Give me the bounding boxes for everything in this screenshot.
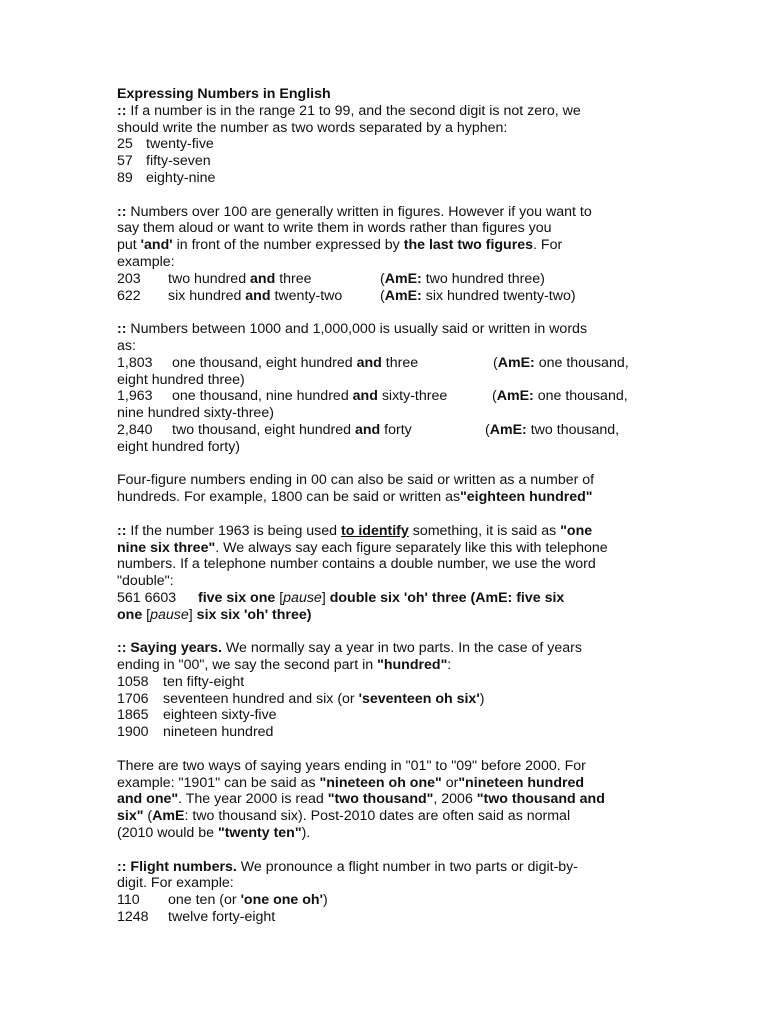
document-body: [117, 86, 662, 926]
example-row: 622 six hundred and twenty-two (AmE: six hundred twenty-two): [117, 287, 576, 304]
year-row: 1865 eighteen sixty-five: [117, 707, 277, 724]
section-marker: ::: [117, 858, 127, 875]
s6-line-1: :: Saying years. We normally say a year in two parts. In the case of years: [117, 640, 583, 657]
section-heading: Flight numbers.: [130, 858, 237, 875]
example-row: 89 eighty-nine: [117, 169, 216, 186]
year-row: 1900 nineteen hundred: [117, 724, 274, 741]
s8-line-2: digit. For example:: [117, 875, 234, 892]
s1-line-2: should write the number as two words separated by a hyphen:: [117, 119, 508, 136]
s5-line-1: :: If the number 1963 is being used to identify something, it is said as "one: [117, 522, 593, 539]
s6-line-2: ending in "00", we say the second part in "hundred":: [117, 657, 452, 674]
example-row: 57 fifty-seven: [117, 153, 211, 170]
example-row: 203 two hundred and three (AmE: two hundred three): [117, 270, 545, 287]
example-row: 1,803 one thousand, eight hundred and three (AmE: one thousand,: [117, 354, 629, 371]
year-row: 1706 seventeen hundred and six (or 'seventeen oh six'): [117, 690, 485, 707]
phone-example: 561 6603 five six one [pause] double six 'oh' three (AmE: five six: [117, 589, 565, 606]
s8-line-1: :: Flight numbers. We pronounce a flight number in two parts or digit-by-: [117, 858, 579, 875]
page-title: Expressing Numbers in English: [117, 86, 331, 102]
s2-line-1: :: Numbers over 100 are generally written in figures. However if you want to: [117, 203, 592, 220]
s3-line-1: :: Numbers between 1000 and 1,000,000 is usually said or written in words: [117, 321, 588, 338]
example-row: 2,840 two thousand, eight hundred and forty (AmE: two thousand,: [117, 421, 620, 438]
s5-line-3: numbers. If a telephone number contains a double number, we use the word: [117, 556, 596, 573]
example-row-cont: eight hundred three): [117, 371, 245, 388]
s7-line-3: and one". The year 2000 is read "two thousand", 2006 "two thousand and: [117, 791, 605, 808]
s5-line-2: nine six three". We always say each figure separately like this with telephone: [117, 539, 608, 556]
example-row-cont: eight hundred forty): [117, 438, 241, 455]
s7-line-2: example: "1901" can be said as "nineteen oh one" or"nineteen hundred: [117, 774, 585, 791]
example-row: 1,963 one thousand, nine hundred and sixty-three (AmE: one thousand,: [117, 388, 628, 405]
example-row: 25 twenty-five: [117, 136, 214, 153]
s2-line-2: say them aloud or want to write them in words rather than figures you: [117, 220, 552, 237]
section-marker: ::: [117, 640, 127, 657]
flight-row: 110 one ten (or 'one one oh'): [117, 892, 328, 909]
section-marker: ::: [117, 203, 127, 220]
s4-line-2: hundreds. For example, 1800 can be said or written as"eighteen hundred": [117, 489, 593, 506]
phone-example-cont: one [pause] six six 'oh' three): [117, 606, 312, 623]
section-marker: ::: [117, 522, 127, 539]
s7-line-5: (2010 would be "twenty ten").: [117, 825, 311, 842]
year-row: 1058 ten fifty-eight: [117, 673, 245, 690]
s1-line-1: :: If a number is in the range 21 to 99, and the second digit is not zero, we: [117, 102, 581, 119]
section-marker: ::: [117, 321, 127, 338]
s2-line-3: put 'and' in front of the number expressed by the last two figures. For: [117, 237, 563, 254]
s5-line-4: "double":: [117, 573, 174, 590]
s7-line-4: six" (AmE: two thousand six). Post-2010 dates are often said as normal: [117, 808, 571, 825]
flight-row: 1248 twelve forty-eight: [117, 909, 276, 926]
example-row-cont: nine hundred sixty-three): [117, 405, 274, 422]
section-heading: Saying years.: [130, 640, 222, 657]
s2-line-4: example:: [117, 253, 175, 270]
s4-line-1: Four-figure numbers ending in 00 can also be said or written as a number of: [117, 472, 595, 489]
s7-line-1: There are two ways of saying years ending in "01" to "09" before 2000. For: [117, 757, 586, 774]
section-marker: ::: [117, 102, 127, 119]
s3-line-2: as:: [117, 337, 136, 354]
